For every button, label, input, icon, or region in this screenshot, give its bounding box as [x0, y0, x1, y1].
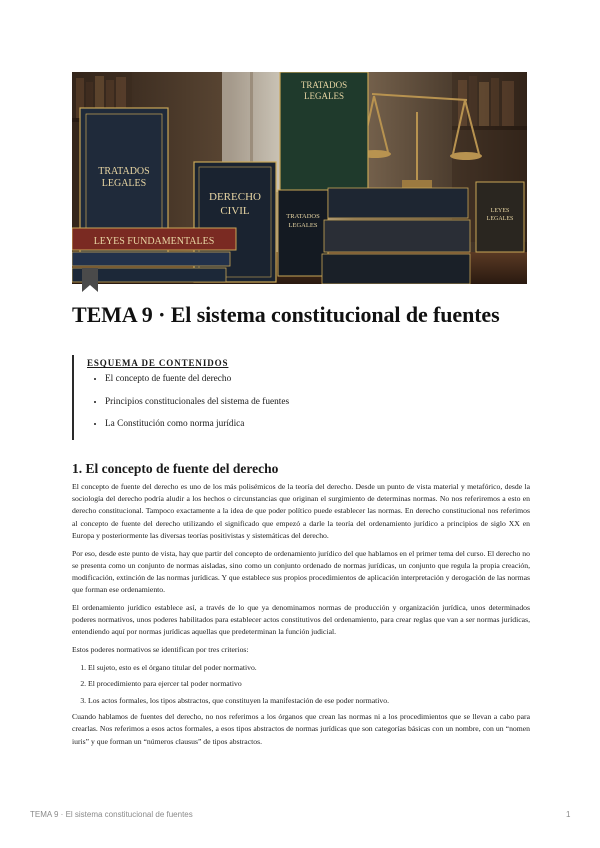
footer-title: TEMA 9 · El sistema constitucional de fuentes	[30, 810, 193, 819]
paragraph: Cuando hablamos de fuentes del derecho, no nos referimos a los órganos que crean las normas ni a los procedimientos que se llevan a cabo para crearlas. Nos referimos a esos actos formales, a esos tipos abstractos de normas jurídicas que son categorías básicas con un nombre, con un “nomen iuris” y que forman un “números clausus” de tipos abstractos.	[72, 712, 530, 746]
paragraph: El concepto de fuente del derecho es uno de los más polisémicos de la teoría del derecho. Desde un punto de vista material y metafórico, desde la sociología del derecho podría aludir a los hechos o circunstancias que originan el surgimiento de determinas normas. No nos referiremos a esto en derecho constitucional. Tampoco exactamente a la idea de que poder político puede establecer las normas. En derecho constitucional nos referimos al concepto de fuente del derecho utilizando el significado que empezó a darle la teoría del ordenamiento jurídico a principios de siglo XX en Europa y posteriormente las diversas teorías positivistas y sistemáticas del derecho.	[72, 482, 530, 540]
book-label: LEGALES	[101, 178, 147, 189]
book-label: TRATADOS	[98, 166, 150, 177]
paragraph: Por eso, desde este punto de vista, hay que partir del concepto de ordenamiento jurídico del que hablamos en el primer tema del curso. El derecho no se presenta como un conjunto de normas aisladas, sino como un conjunto ordenado de normas jurídicas, un conjunto que regula la propia creación, modificación, extinción de las normas jurídicas. Y que establece sus propios procedimientos de aplicación interpretación y derogación de las normas que forman ese ordenamiento.	[72, 548, 530, 595]
law-books-illustration	[72, 72, 527, 284]
outline-item: • El concepto de fuente del derecho	[105, 374, 532, 385]
paragraph: El ordenamiento jurídico establece así, a través de lo que ya denominamos normas de producción y organización jurídica, unos determinados poderes normativos, unos poderes habilitados para establecer actos constitutivos del ordenamiento, para crear reglas que van a ser normas jurídicas, entendiendo aquí por normas jurídicas aquellas que predeterminan la función judicial.	[72, 602, 530, 637]
paragraph: Estos poderes normativos se identifican por tres criterios:	[72, 644, 249, 654]
criteria-item: 2. El procedimiento para ejercer tal poder normativo	[88, 678, 530, 690]
book-label: LEYES FUNDAMENTALES	[93, 236, 215, 247]
page-number: 1	[566, 810, 571, 819]
book-label: CIVIL	[220, 205, 250, 217]
outline-item: • Principios constitucionales del sistema de fuentes	[105, 397, 532, 408]
criteria-item: 3. Los actos formales, los tipos abstractos, que constituyen la manifestación de ese poder normativo.	[88, 695, 530, 707]
book-label: TRATADOS	[286, 213, 320, 220]
bookmark-icon	[82, 268, 98, 292]
outline-item: • La Constitución como norma jurídica	[105, 419, 532, 430]
book-label: LEYES	[490, 208, 510, 214]
criteria-item: 1. El sujeto, esto es el órgano titular del poder normativo.	[88, 662, 530, 674]
contents-outline	[72, 355, 532, 440]
outline-heading: ESQUEMA DE CONTENIDOS	[87, 358, 229, 368]
hero-image	[72, 72, 527, 284]
criteria-list	[72, 662, 530, 707]
book-label: LEGALES	[304, 91, 344, 101]
section-body	[72, 481, 530, 753]
outline-list	[87, 374, 532, 430]
page-title: TEMA 9 · El sistema constitucional de fuentes	[72, 302, 500, 327]
section-heading: 1. El concepto de fuente del derecho	[72, 461, 279, 476]
book-label: LEGALES	[288, 222, 318, 229]
book-label: TRATADOS	[300, 80, 348, 90]
book-label: LEGALES	[486, 216, 514, 222]
book-label: DERECHO	[209, 191, 261, 203]
